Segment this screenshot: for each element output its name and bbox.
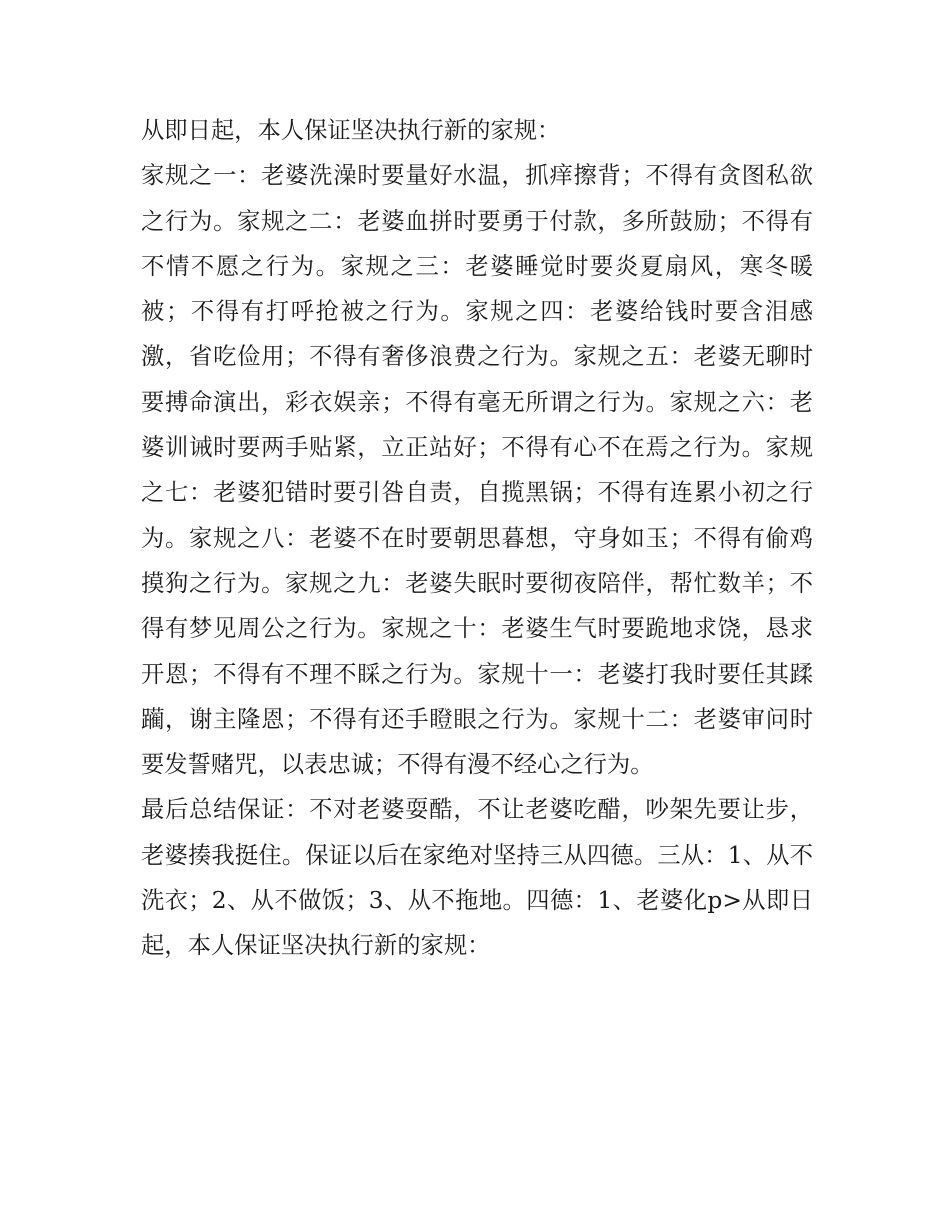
house-rules-paragraph: 家规之一：老婆洗澡时要量好水温，抓痒擦背；不得有贪图私欲之行为。家规之二：老婆血拼时要勇于付款，多所鼓励；不得有不情不愿之行为。家规之三：老婆睡觉时要炎夏扇风，寒冬暖被；不得有打呼抢被之行为。家规之四：老婆给钱时要含泪感激，省吃俭用；不得有奢侈浪费之行为。家规之五：老婆无聊时要搏命演出，彩衣娱亲；不得有毫无所谓之行为。家规之六：老婆训诫时要两手贴紧，立正站好；不得有心不在焉之行为。家规之七：老婆犯错时要引咎自责，自揽黑锅；不得有连累小初之行为。家规之八：老婆不在时要朝思暮想，守身如玉；不得有偷鸡摸狗之行为。家规之九：老婆失眠时要彻夜陪伴，帮忙数羊；不得有梦见周公之行为。家规之十：老婆生气时要跪地求饶，恳求开恩；不得有不理不睬之行为。家规十一：老婆打我时要任其蹂躏，谢主隆恩；不得有还手瞪眼之行为。家规十二：老婆审问时要发誓赌咒，以表忠诚；不得有漫不经心之行为。: [141, 162, 813, 779]
document-body: [141, 108, 813, 969]
intro-paragraph: 从即日起，本人保证坚决执行新的家规：: [141, 117, 561, 144]
summary-paragraph: 最后总结保证：不对老婆耍酷，不让老婆吃醋，吵架先要让步，老婆揍我挺住。保证以后在家绝对坚持三从四德。三从：1、从不洗衣；2、从不做饭；3、从不拖地。四德：1、老婆化p>从即日起，本人保证坚决执行新的家规：: [141, 796, 813, 960]
